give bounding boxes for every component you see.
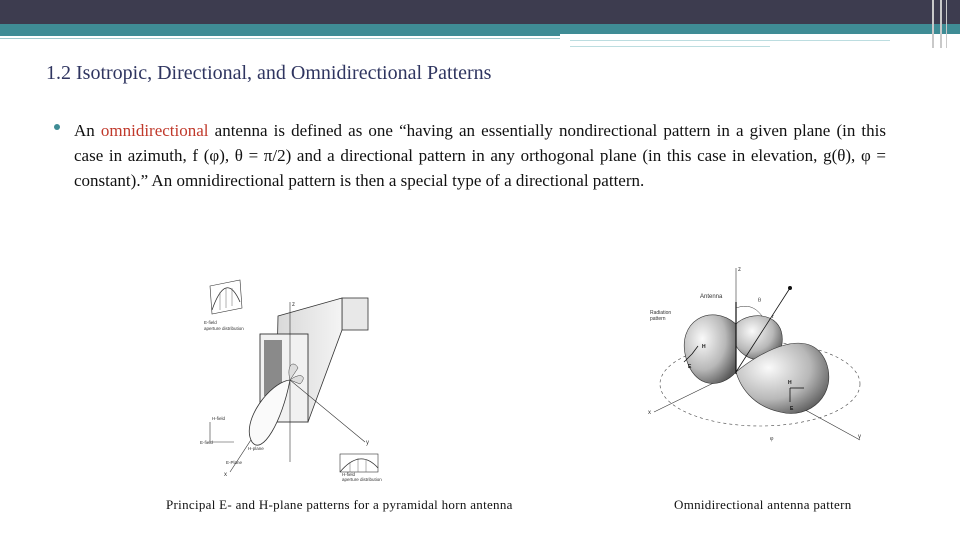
omni-label-theta: θ	[758, 298, 761, 304]
bottom-distribution-curve	[340, 459, 378, 472]
corner-stripe	[940, 0, 942, 48]
slide-title: 1.2 Isotropic, Directional, and Omnidirectional Patterns	[46, 62, 492, 84]
omni-label-z: z	[738, 267, 741, 273]
bullet-highlight: omnidirectional	[100, 121, 209, 140]
bullet-text	[74, 118, 886, 193]
bullet-prefix: An	[74, 121, 101, 140]
horn-label-z: z	[292, 302, 295, 308]
bullet-body: antenna is defined as one “having an essentially nondirectional pattern in a given plane (in this case in azimuth, f (φ), θ = π/2) and a directional pattern in any orthogonal plane (in this case in elevation, g(θ), φ = constant).” An omnidirectional pattern is then a special type of a directional pattern.	[74, 121, 886, 190]
horn-antenna-figure	[190, 272, 390, 482]
omni-label-y: y	[858, 434, 861, 440]
omni-label-e2: E	[790, 406, 794, 412]
omni-caption: Omnidirectional antenna pattern	[674, 497, 852, 512]
horn-label-x: x	[224, 472, 227, 478]
horn-label-hfield-bottom: H-field	[342, 472, 356, 477]
omni-antenna-figure	[640, 262, 870, 452]
horn-caption: Principal E- and H-plane patterns for a pyramidal horn antenna	[166, 497, 513, 512]
horn-label-hfield: H-field	[212, 416, 226, 421]
horn-label-y: y	[366, 440, 369, 446]
horn-label-eplane: E-Plane	[226, 460, 243, 465]
corner-stripe	[932, 0, 934, 48]
horn-label-aperture-top: aperture distribution	[204, 326, 244, 331]
waveguide	[342, 298, 368, 330]
horn-label-hplane: H-plane	[248, 446, 264, 451]
theta-arc	[736, 306, 762, 316]
omni-label-h2: H	[788, 380, 792, 386]
omni-label-radiation: Radiation	[650, 310, 672, 316]
deco-line	[570, 46, 770, 47]
observation-point	[788, 286, 792, 290]
omni-label-e1: E	[688, 364, 692, 370]
omni-label-phi: φ	[770, 436, 774, 442]
omni-label-antenna: Antenna	[700, 294, 723, 300]
teal-underline	[0, 34, 560, 36]
omni-label-r: r	[772, 314, 774, 320]
horn-label-efield-mid: E-field	[200, 440, 213, 445]
omni-label-x: x	[648, 410, 651, 416]
deco-line	[570, 40, 890, 41]
deco-line	[0, 38, 560, 39]
omni-label-pattern: pattern	[650, 316, 666, 322]
top-bar	[0, 0, 960, 24]
teal-band	[0, 24, 960, 34]
horn-label-aperture-bottom: aperture distribution	[342, 477, 382, 482]
bullet-marker	[54, 124, 60, 130]
horn-label-efield-top: E-field	[204, 320, 217, 325]
corner-stripe	[946, 0, 947, 48]
left-lobe	[684, 315, 736, 384]
omni-label-h1: H	[702, 344, 706, 350]
